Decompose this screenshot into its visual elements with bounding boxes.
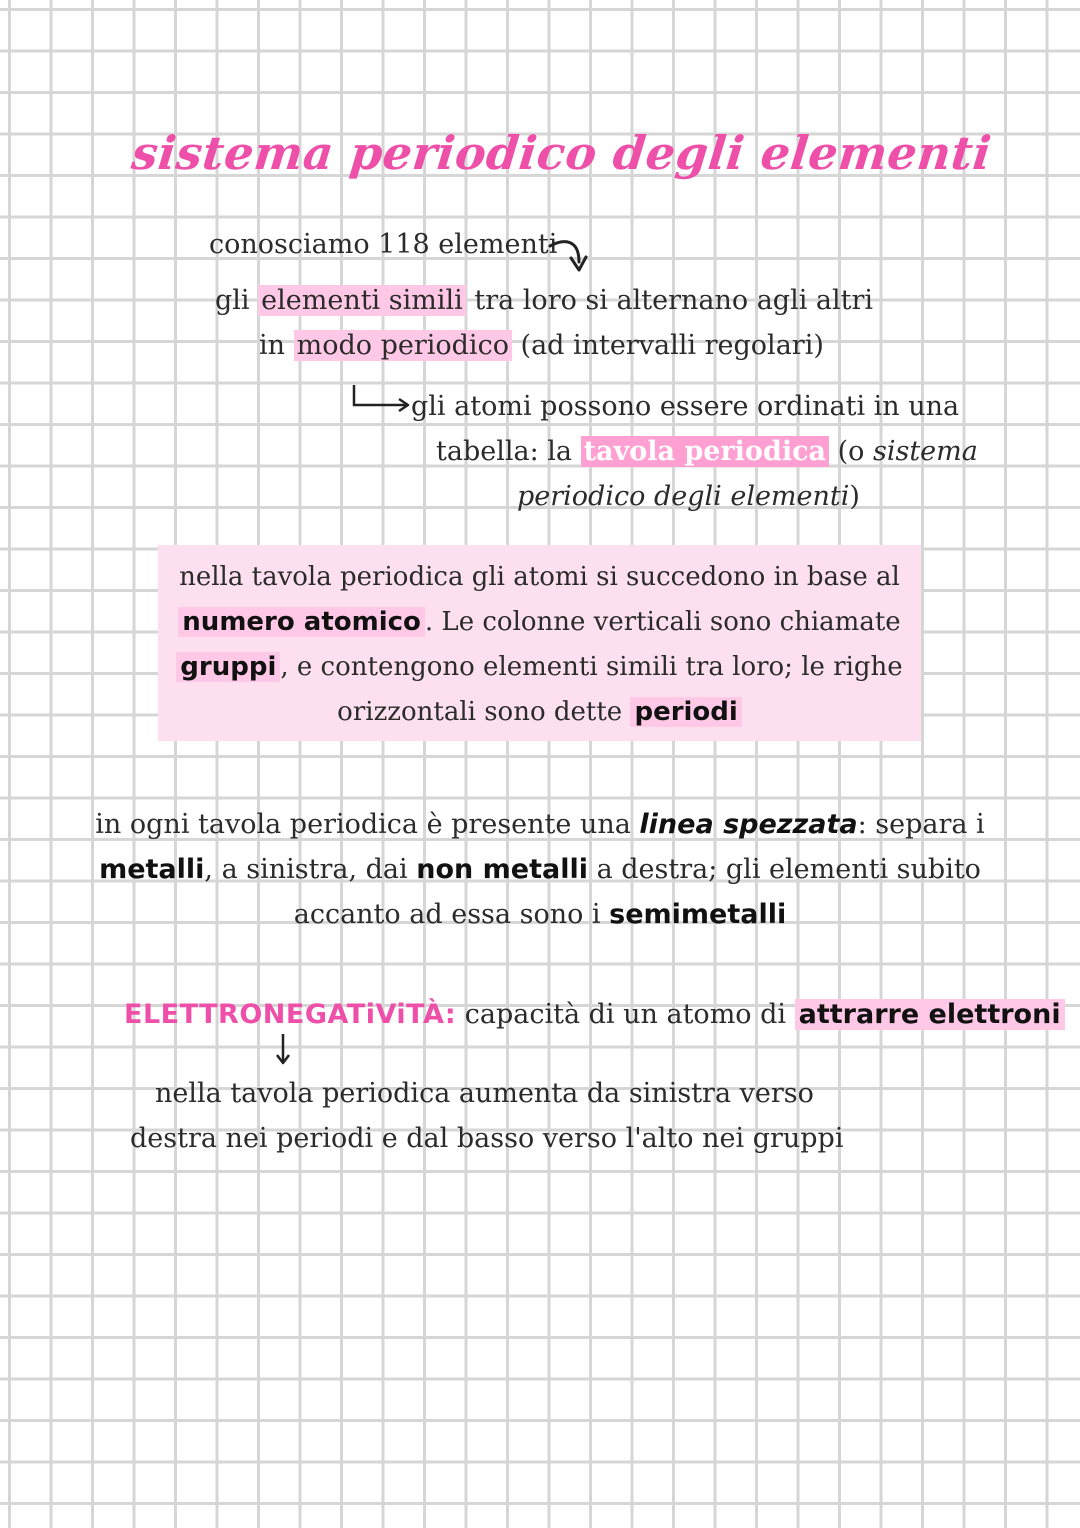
highlight-gruppi: gruppi — [176, 652, 280, 682]
electronegativity-term: ELETTRONEGATiViTÀ: — [124, 999, 457, 1030]
intro-line-2: gli elementi simili tra loro si alternano agli altri — [215, 285, 874, 316]
metals-line-2: metalli, a sinistra, dai non metalli a destra; gli elementi subito — [99, 854, 981, 885]
page-title: sistema periodico degli elementi — [129, 126, 994, 180]
intro-line-3: in modo periodico (ad intervalli regolari) — [259, 330, 824, 361]
highlight-modo-periodico: modo periodico — [294, 330, 512, 361]
definition-box — [158, 545, 921, 741]
box-line-4: orizzontali sono dette periodi — [158, 695, 921, 729]
metals-line-1: in ogni tavola periodica è presente una linea spezzata: separa i — [95, 809, 985, 840]
curved-down-arrow-icon — [547, 236, 593, 282]
intro-line-4: gli atomi possono essere ordinati in una — [411, 391, 960, 422]
intro-line-5: tabella: la tavola periodica (o sistema — [436, 436, 978, 467]
intro-line-1: conosciamo 118 elementi — [209, 229, 558, 260]
electronegativity-line: ELETTRONEGATiViTÀ: capacità di un atomo di attrarre elettroni — [124, 998, 1065, 1032]
box-line-1: nella tavola periodica gli atomi si succedono in base al — [179, 562, 900, 592]
highlight-elementi-simili: elementi simili — [258, 285, 466, 316]
highlight-periodi: periodi — [630, 697, 741, 727]
highlight-tavola-periodica: tavola periodica — [581, 436, 829, 467]
metals-line-3: accanto ad essa sono i semimetalli — [293, 899, 787, 930]
electronegativity-line-3: destra nei periodi e dal basso verso l'alto nei gruppi — [130, 1123, 844, 1154]
highlight-attrarre-elettroni: attrarre elettroni — [795, 999, 1065, 1030]
highlight-numero-atomico: numero atomico — [178, 607, 425, 637]
box-line-2: numero atomico . Le colonne verticali sono chiamate — [158, 605, 921, 639]
intro-line-6: periodico degli elementi) — [517, 481, 860, 512]
elbow-right-arrow-icon — [350, 383, 412, 417]
electronegativity-line-2: nella tavola periodica aumenta da sinistra verso — [155, 1078, 814, 1109]
down-arrow-icon — [272, 1032, 294, 1066]
box-line-3: gruppi , e contengono elementi simili tra loro; le righe — [158, 650, 921, 684]
